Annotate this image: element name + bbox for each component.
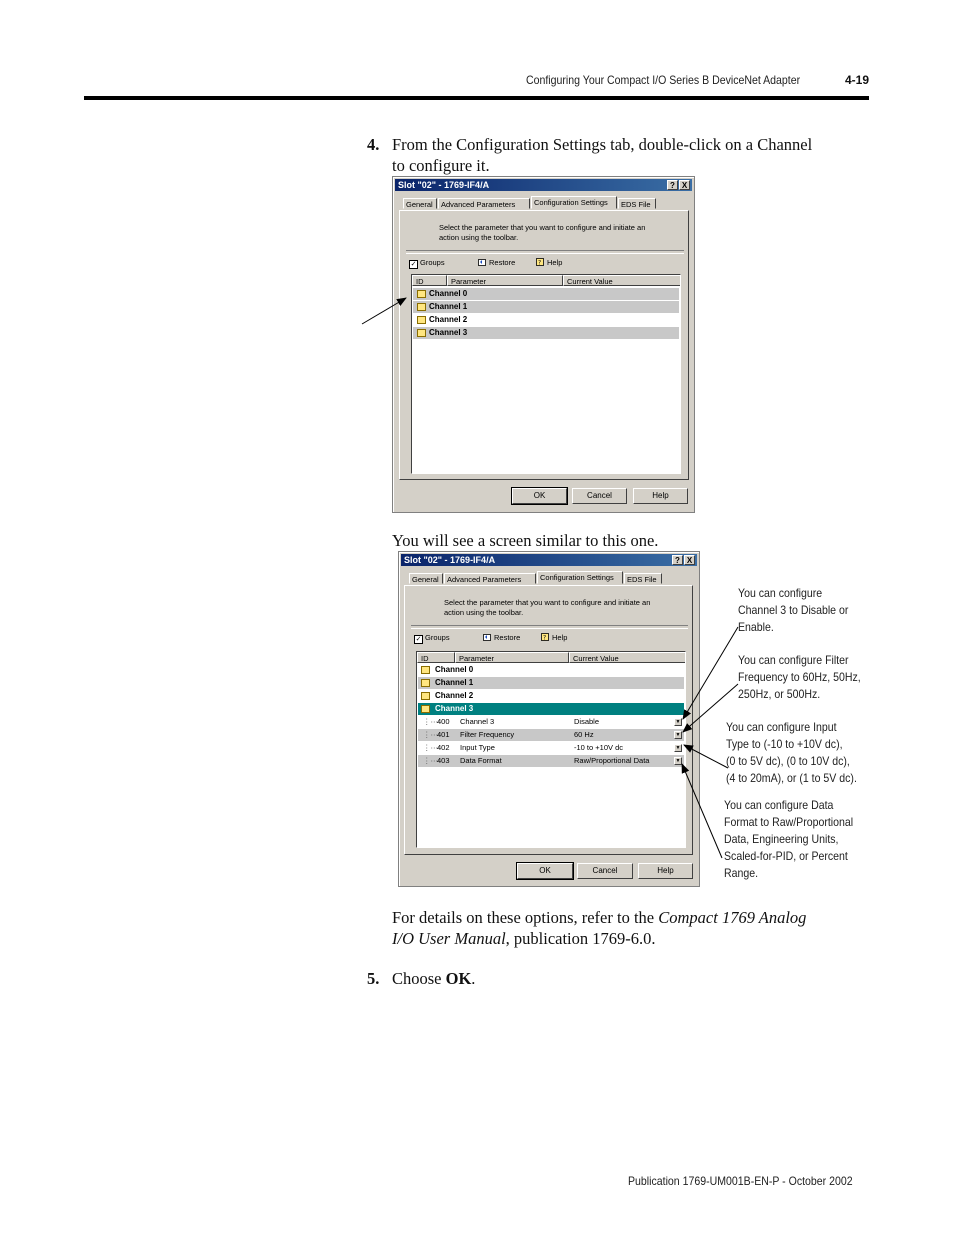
restore-label: Restore bbox=[494, 633, 521, 642]
tree-dots: ⋮⋯ bbox=[423, 717, 438, 726]
column-id[interactable]: ID bbox=[412, 275, 447, 286]
arrow-data-format bbox=[682, 764, 722, 858]
column-parameter[interactable]: Parameter bbox=[455, 652, 569, 663]
manual-title: Compact 1769 Analog bbox=[658, 908, 807, 927]
help-tool-label: Help bbox=[547, 258, 563, 267]
callout-line: (4 to 20mA), or (1 to 5V dc). bbox=[726, 771, 857, 785]
instruction-line2: action using the toolbar. bbox=[444, 608, 524, 617]
help-button[interactable]: Help bbox=[638, 863, 693, 879]
step-5-text bbox=[392, 968, 475, 989]
tab-general[interactable]: General bbox=[409, 573, 443, 584]
arrow-channel3 bbox=[683, 627, 738, 719]
callout-line: 250Hz, or 500Hz. bbox=[738, 687, 821, 701]
publication-footer: Publication 1769-UM001B-EN-P - October 2002 bbox=[628, 1174, 853, 1188]
instruction-line1: Select the parameter that you want to configure and initiate an bbox=[444, 598, 651, 607]
tree-dots: ⋮⋯ bbox=[423, 730, 438, 739]
param-id: 400 bbox=[437, 717, 450, 726]
ok-emphasis: OK bbox=[445, 969, 472, 988]
param-id: 402 bbox=[437, 743, 450, 752]
step-5-end: . bbox=[471, 969, 476, 988]
param-value: -10 to +10V dc bbox=[574, 743, 623, 752]
callout-line: You can configure Input bbox=[726, 720, 837, 734]
check-icon: ✓ bbox=[415, 636, 422, 643]
groups-label: Groups bbox=[425, 633, 450, 642]
dropdown-arrow-icon[interactable]: ▼ bbox=[675, 745, 681, 751]
ok-button[interactable]: OK bbox=[512, 488, 567, 504]
tree-dots: ⋮⋯ bbox=[423, 743, 438, 752]
close-title-button[interactable]: X bbox=[684, 555, 695, 565]
tab-eds-file[interactable]: EDS File bbox=[624, 573, 662, 584]
help-tool-label: Help bbox=[552, 633, 568, 642]
instruction-line1: Select the parameter that you want to configure and initiate an bbox=[439, 223, 646, 232]
tab-configuration-settings[interactable]: Configuration Settings bbox=[531, 196, 617, 209]
instruction-line2: action using the toolbar. bbox=[439, 233, 519, 242]
callout-line: You can configure Data bbox=[724, 798, 834, 812]
restore-label: Restore bbox=[489, 258, 516, 267]
details-line2 bbox=[392, 928, 656, 949]
arrow-filter bbox=[683, 684, 738, 732]
close-title-button[interactable]: X bbox=[679, 180, 690, 190]
param-id: 401 bbox=[437, 730, 450, 739]
param-value: Disable bbox=[574, 717, 600, 726]
dropdown-arrow-icon[interactable]: ▼ bbox=[675, 719, 681, 725]
param-id: 403 bbox=[437, 756, 450, 765]
arrow-channel bbox=[362, 298, 406, 324]
callout-line: Range. bbox=[724, 866, 759, 880]
help-title-button[interactable]: ? bbox=[672, 555, 683, 565]
dropdown-arrow-icon[interactable]: ▼ bbox=[675, 732, 681, 738]
column-current-value[interactable]: Current Value bbox=[563, 275, 681, 286]
details-line1 bbox=[392, 907, 806, 928]
cancel-button[interactable]: Cancel bbox=[577, 863, 633, 879]
callout-line: (0 to 5V dc), (0 to 10V dc), bbox=[726, 754, 850, 768]
help-button[interactable]: Help bbox=[633, 488, 688, 504]
svg-text:?: ? bbox=[543, 634, 547, 641]
channel-label: Channel 3 bbox=[429, 328, 468, 337]
ok-button[interactable]: OK bbox=[517, 863, 573, 879]
tab-advanced-parameters[interactable]: Advanced Parameters bbox=[444, 573, 536, 584]
channel-label: Channel 3 bbox=[435, 704, 474, 713]
step-4-text-line2: to configure it. bbox=[392, 156, 490, 175]
dropdown-arrow-icon[interactable]: ▼ bbox=[675, 758, 681, 764]
svg-text:?: ? bbox=[538, 259, 542, 266]
step-5-number: 5. bbox=[367, 969, 380, 988]
manual-title: I/O User Manual bbox=[392, 929, 506, 948]
channel-label: Channel 1 bbox=[429, 302, 468, 311]
channel-label: Channel 0 bbox=[435, 665, 474, 674]
step-5-label: Choose bbox=[392, 969, 446, 988]
callout-line: Type to (-10 to +10V dc), bbox=[726, 737, 843, 751]
param-value: Raw/Proportional Data bbox=[574, 756, 650, 765]
callout-line: Scaled-for-PID, or Percent bbox=[724, 849, 848, 863]
column-current-value[interactable]: Current Value bbox=[569, 652, 686, 663]
page-number: 4-19 bbox=[845, 73, 870, 87]
tree-dots: ⋮⋯ bbox=[423, 756, 438, 765]
callout-line: Frequency to 60Hz, 50Hz, bbox=[738, 670, 861, 684]
tab-advanced-parameters[interactable]: Advanced Parameters bbox=[438, 198, 530, 209]
param-name: Data Format bbox=[460, 756, 502, 765]
channel-label: Channel 2 bbox=[435, 691, 474, 700]
arrow-input-type bbox=[684, 745, 728, 768]
param-name: Filter Frequency bbox=[460, 730, 515, 739]
column-id[interactable]: ID bbox=[417, 652, 455, 663]
step-4-number: 4. bbox=[367, 135, 380, 154]
check-icon: ✓ bbox=[410, 261, 417, 268]
details-text: For details on these options, refer to the bbox=[392, 908, 659, 927]
dialog-title: Slot "02" - 1769-IF4/A bbox=[404, 555, 496, 565]
param-name: Input Type bbox=[460, 743, 495, 752]
help-title-button[interactable]: ? bbox=[667, 180, 678, 190]
tab-eds-file[interactable]: EDS File bbox=[618, 198, 656, 209]
channel-label: Channel 2 bbox=[429, 315, 468, 324]
cancel-button[interactable]: Cancel bbox=[572, 488, 627, 504]
param-name: Channel 3 bbox=[460, 717, 495, 726]
groups-label: Groups bbox=[420, 258, 445, 267]
callout-line: Channel 3 to Disable or bbox=[738, 603, 849, 617]
callout-line: You can configure bbox=[738, 586, 823, 600]
details-text: , publication 1769-6.0. bbox=[505, 929, 656, 948]
step-4-text-line1: From the Configuration Settings tab, double-click on a Channel bbox=[392, 135, 813, 154]
dialog-title: Slot "02" - 1769-IF4/A bbox=[398, 180, 490, 190]
similar-screen-text: You will see a screen similar to this one. bbox=[392, 531, 659, 550]
callout-line: You can configure Filter bbox=[738, 653, 849, 667]
channel-label: Channel 1 bbox=[435, 678, 474, 687]
column-parameter[interactable]: Parameter bbox=[447, 275, 563, 286]
running-header-title: Configuring Your Compact I/O Series B DeviceNet Adapter bbox=[526, 73, 801, 87]
tab-configuration-settings[interactable]: Configuration Settings bbox=[537, 571, 623, 584]
callout-line: Data, Engineering Units, bbox=[724, 832, 839, 846]
channel-label: Channel 0 bbox=[429, 289, 468, 298]
param-value: 60 Hz bbox=[574, 730, 594, 739]
tab-general[interactable]: General bbox=[403, 198, 437, 209]
callout-line: Enable. bbox=[738, 620, 774, 634]
callout-line: Format to Raw/Proportional bbox=[724, 815, 854, 829]
